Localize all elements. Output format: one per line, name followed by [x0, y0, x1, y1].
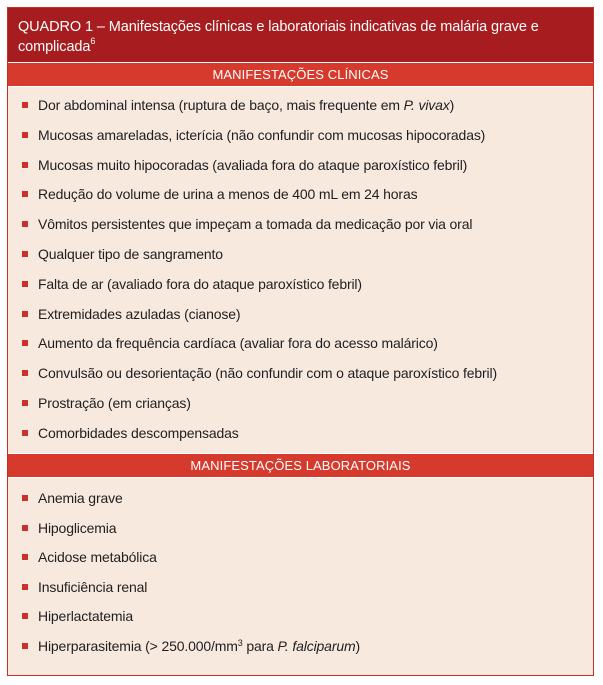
section-header-clinical: MANIFESTAÇÕES CLÍNICAS: [8, 62, 593, 87]
clinical-item-pre: Qualquer tipo de sangramento: [38, 245, 223, 262]
clinical-item: [8, 393, 593, 423]
square-bullet-icon: [22, 102, 28, 108]
section-header-laboratory: MANIFESTAÇÕES LABORATORIAIS: [8, 453, 593, 478]
laboratory-item: [8, 518, 593, 548]
clinical-item: [8, 244, 593, 274]
clinical-item-pre: Vômitos persistentes que impeçam a tomada da medicação por via oral: [38, 216, 473, 233]
clinical-item: [8, 363, 593, 393]
square-bullet-icon: [22, 370, 28, 376]
table-title: [8, 8, 593, 62]
clinical-item-italic: P. vivax: [403, 97, 450, 113]
clinical-item-post: ): [449, 97, 455, 113]
clinical-item: [8, 184, 593, 214]
laboratory-item-pre: Hiperparasitemia (> 250.000/mm: [38, 637, 238, 654]
square-bullet-icon: [22, 554, 28, 560]
clinical-item: [8, 304, 593, 334]
laboratory-item-pre: Insuficiência renal: [38, 578, 148, 595]
square-bullet-icon: [22, 400, 28, 406]
clinical-item: [8, 274, 593, 304]
square-bullet-icon: [22, 191, 28, 197]
square-bullet-icon: [22, 132, 28, 138]
clinical-item-pre: Falta de ar (avaliado fora do ataque paroxístico febril): [38, 275, 362, 292]
table-title-text: QUADRO 1 – Manifestações clínicas e laboratoriais indicativas de malária grave e complicada: [18, 19, 539, 55]
laboratory-item-pre: Hiperlactatemia: [38, 608, 134, 625]
clinical-item-pre: Redução do volume de urina a menos de 400 mL em 24 horas: [38, 186, 418, 203]
laboratory-item: [8, 547, 593, 577]
laboratory-item-pre: Acidose metabólica: [38, 549, 157, 566]
square-bullet-icon: [22, 495, 28, 501]
clinical-item-pre: Extremidades azuladas (cianose): [38, 305, 241, 322]
clinical-list: [8, 87, 593, 453]
laboratory-item-sup: 3: [237, 637, 243, 648]
laboratory-item-italic: P. falciparum: [277, 637, 356, 654]
clinical-item: [8, 333, 593, 363]
square-bullet-icon: [22, 340, 28, 346]
clinical-item: [8, 95, 593, 125]
clinical-item-pre: Aumento da frequência cardíaca (avaliar fora do acesso malárico): [38, 335, 438, 352]
square-bullet-icon: [22, 613, 28, 619]
laboratory-item: [8, 488, 593, 518]
laboratory-item-pre: Hipoglicemia: [38, 519, 117, 536]
laboratory-item: [8, 636, 593, 666]
square-bullet-icon: [22, 221, 28, 227]
clinical-item-pre: Mucosas muito hipocoradas (avaliada fora do ataque paroxístico febril): [38, 156, 468, 173]
laboratory-item-post: ): [355, 637, 360, 654]
square-bullet-icon: [22, 311, 28, 317]
clinical-item: [8, 125, 593, 155]
square-bullet-icon: [22, 584, 28, 590]
laboratory-list: [8, 478, 593, 666]
clinical-item-pre: Comorbidades descompensadas: [38, 424, 239, 441]
clinical-item: [8, 214, 593, 244]
square-bullet-icon: [22, 162, 28, 168]
laboratory-item: [8, 577, 593, 607]
square-bullet-icon: [22, 251, 28, 257]
clinical-item-pre: Convulsão ou desorientação (não confundir com o ataque paroxístico febril): [38, 365, 497, 382]
clinical-item: [8, 423, 593, 453]
clinical-item: [8, 155, 593, 185]
laboratory-item: [8, 606, 593, 636]
square-bullet-icon: [22, 643, 28, 649]
clinical-item-pre: Prostração (em crianças): [38, 394, 191, 411]
title-reference: 6: [90, 36, 96, 47]
square-bullet-icon: [22, 281, 28, 287]
square-bullet-icon: [22, 525, 28, 531]
square-bullet-icon: [22, 430, 28, 436]
clinical-item-pre: Dor abdominal intensa (ruptura de baço, mais frequente em: [38, 97, 404, 113]
laboratory-item-mid: para: [242, 637, 278, 654]
laboratory-item-pre: Anemia grave: [38, 490, 123, 506]
quadro-table: [7, 7, 594, 676]
clinical-item-pre: Mucosas amareladas, icterícia (não confundir com mucosas hipocoradas): [38, 126, 486, 143]
